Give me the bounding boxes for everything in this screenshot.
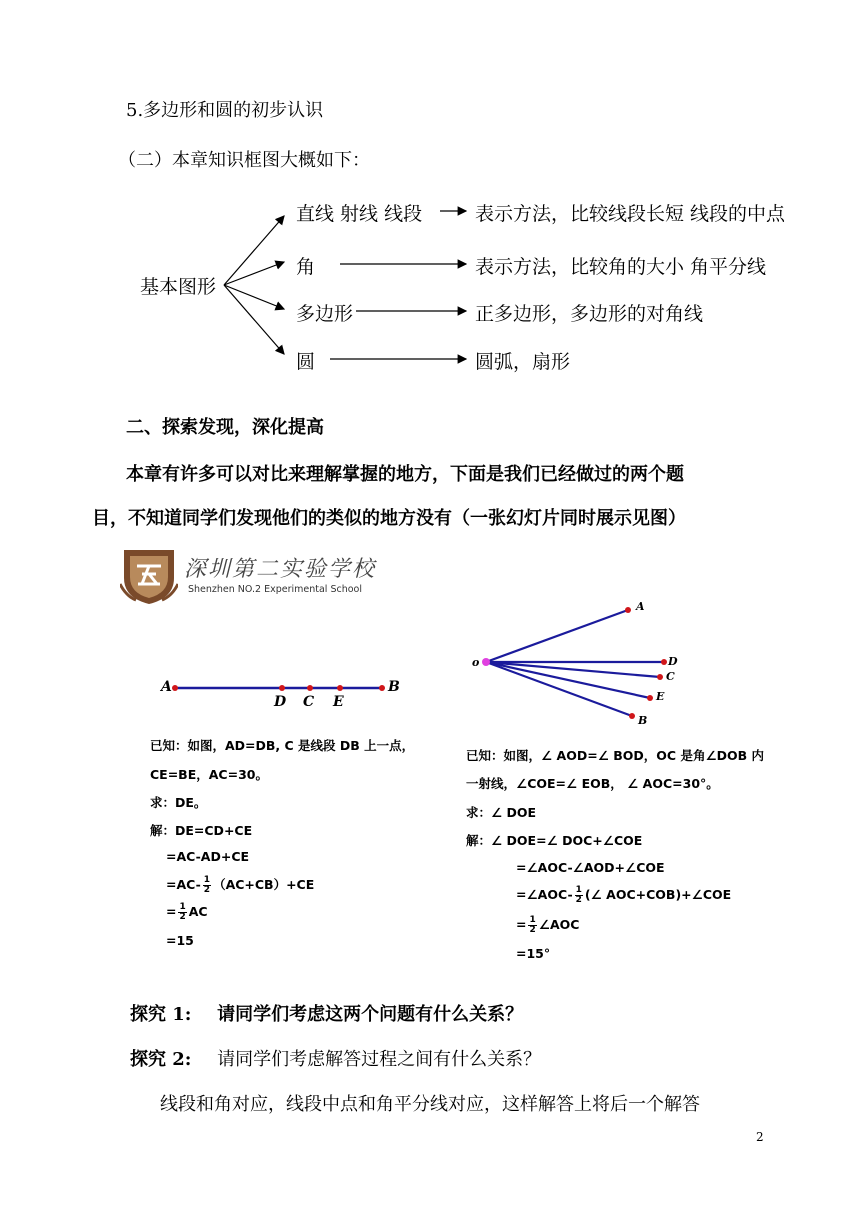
label-b-ray: B	[638, 714, 648, 727]
school-name-cn: 深圳第二实验学校	[184, 557, 377, 582]
framework-row-2-right: 表示方法，比较角的大小 角平分线	[475, 256, 767, 278]
framework-row-1-right: 表示方法，比较线段长短 线段的中点	[475, 203, 786, 225]
left-sol-5: =15	[166, 933, 194, 948]
right-given-1: 已知：如图，∠ AOD=∠ BOD，OC 是角∠DOB 内	[466, 748, 765, 763]
point-a	[172, 685, 178, 691]
intro-line-2: 目，不知道同学们发现他们的类似的地方没有（一张幻灯片同时展示见图）	[92, 508, 686, 529]
label-c-ray: C	[666, 670, 675, 683]
label-o: o	[472, 656, 480, 669]
left-ask: 求：DE。	[150, 795, 207, 810]
explore-1-label: 探究 1:	[130, 1004, 192, 1025]
label-b: B	[388, 679, 400, 695]
right-sol-1: 解：∠ DOE=∠ DOC+∠COE	[466, 833, 643, 848]
fraction-half: $\frac{1}{2}$	[179, 902, 186, 922]
explore-2	[130, 1045, 541, 1071]
fraction-half: $\frac{1}{2}$	[575, 885, 582, 905]
point-b	[379, 685, 385, 691]
right-given-2: 一射线，∠COE=∠ EOB， ∠ AOC=30°。	[466, 776, 719, 791]
angle-figure	[470, 596, 690, 726]
fraction-half: $\frac{1}{2}$	[203, 875, 211, 895]
point-o	[482, 658, 490, 666]
label-d-ray: D	[668, 655, 678, 668]
left-sol-4: = $\frac{1}{2}$ AC	[166, 902, 208, 922]
right-sol-5: =15°	[516, 946, 551, 961]
section-title: 二、探索发现，深化提高	[126, 417, 324, 438]
page-number: 2	[756, 1130, 764, 1144]
point-e-ray	[647, 695, 653, 701]
explore-1-text: 请同学们考虑这两个问题有什么关系？	[217, 1004, 524, 1025]
framework-row-3-right: 正多边形，多边形的对角线	[475, 303, 704, 325]
school-name-en: Shenzhen NO.2 Experimental School	[188, 584, 363, 595]
point-a-ray	[625, 607, 631, 613]
label-c: C	[303, 694, 315, 710]
point-c	[307, 685, 313, 691]
school-crest-icon	[120, 544, 178, 606]
point-e	[337, 685, 343, 691]
right-sol-2: =∠AOC-∠AOD+∠COE	[516, 860, 665, 875]
left-sol-3: =AC- $\frac{1}{2}$ （AC+CB）+CE	[166, 875, 315, 895]
right-sol-3: =∠AOC- $\frac{1}{2}$ (∠ AOC+COB)+∠COE	[516, 885, 732, 905]
right-ask: 求：∠ DOE	[466, 805, 537, 820]
left-sol-2: =AC-AD+CE	[166, 849, 250, 864]
left-sol-1: 解：DE=CD+CE	[150, 823, 253, 838]
fraction-half: $\frac{1}{2}$	[529, 915, 536, 935]
heading-sub: （二）本章知识框图大概如下：	[118, 150, 370, 171]
heading-5: 5.多边形和圆的初步认识	[126, 100, 324, 121]
explore-2-text: 请同学们考虑解答过程之间有什么关系？	[217, 1049, 542, 1070]
left-given-1: 已知：如图，AD=DB, C 是线段 DB 上一点，	[150, 738, 415, 753]
framework-row-2-left: 角	[296, 256, 316, 278]
label-a-ray: A	[636, 600, 645, 613]
framework-row-1-left: 直线 射线 线段	[296, 203, 423, 225]
last-line: 线段和角对应，线段中点和角平分线对应，这样解答上将后一个解答	[160, 1094, 700, 1115]
intro-line-1: 本章有许多可以对比来理解掌握的地方，下面是我们已经做过的两个题	[126, 464, 684, 485]
point-d	[279, 685, 285, 691]
framework-row-3-left: 多边形	[296, 303, 354, 325]
point-d-ray	[661, 659, 667, 665]
right-sol-4: = $\frac{1}{2}$ ∠AOC	[516, 915, 580, 935]
framework-root: 基本图形	[140, 276, 217, 298]
explore-2-label: 探究 2:	[130, 1049, 192, 1070]
framework-row-4-right: 圆弧，扇形	[475, 351, 571, 373]
label-e: E	[333, 694, 344, 710]
label-e-ray: E	[656, 690, 665, 703]
label-a: A	[161, 679, 172, 695]
point-b-ray	[629, 713, 635, 719]
explore-1	[130, 1000, 523, 1026]
framework-row-4-left: 圆	[296, 351, 316, 373]
left-given-2: CE=BE，AC=30。	[150, 767, 268, 782]
label-d: D	[274, 694, 287, 710]
point-c-ray	[657, 674, 663, 680]
